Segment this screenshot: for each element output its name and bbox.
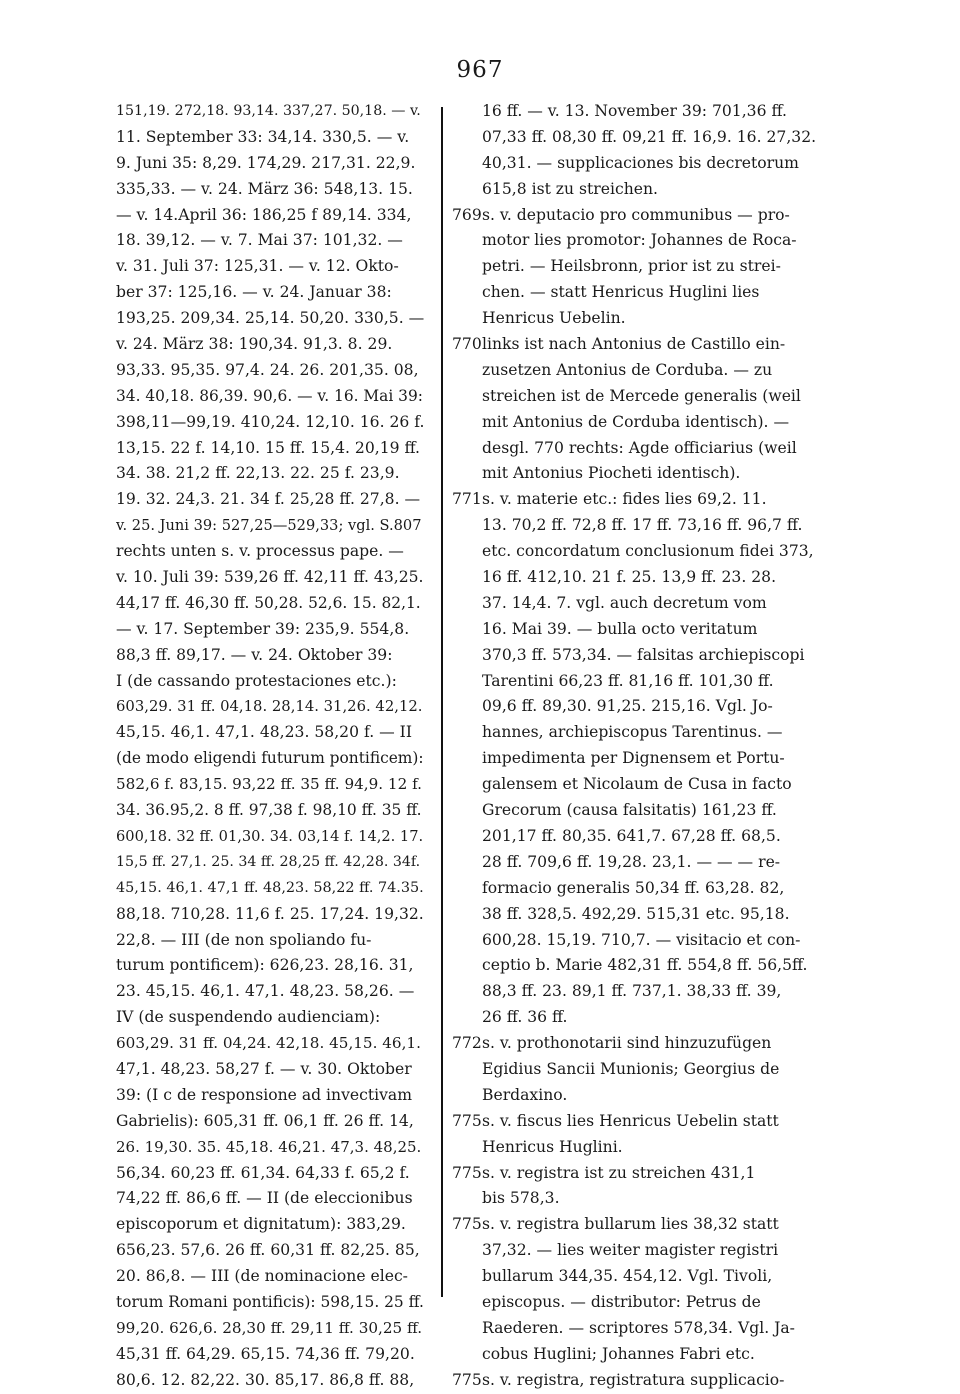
right-line-text: links ist nach Antonius de Castillo ein- xyxy=(482,335,786,354)
right-line-text: 28 ff. 709,6 ff. 19,28. 23,1. — — — re- xyxy=(482,852,781,871)
left-text-line: v. 10. Juli 39: 539,26 ff. 42,11 ff. 43,25. xyxy=(116,568,424,587)
right-text-line xyxy=(452,1083,844,1109)
right-line-text: 600,28. 15,19. 710,7. — visitacio et con- xyxy=(482,930,801,949)
right-line-text: s. v. registra bullarum lies 38,32 statt xyxy=(482,1215,779,1234)
right-line-text: 09,6 ff. 89,30. 91,25. 215,16. Vgl. Jo- xyxy=(482,697,773,716)
right-text-line xyxy=(452,1238,844,1264)
right-text-line xyxy=(452,332,844,358)
right-text-line xyxy=(452,1161,844,1187)
right-line-text: mit Antonius Piocheti identisch). xyxy=(482,464,741,483)
right-line-text: s. v. prothonotarii sind hinzuzufügen xyxy=(482,1034,772,1053)
left-text-line: (de modo eligendi futurum pontificem): xyxy=(116,749,424,768)
left-text-line: 39: (I c de responsione ad invectivam xyxy=(116,1085,412,1104)
left-text-line: turum pontificem): 626,23. 28,16. 31, xyxy=(116,956,414,975)
left-text-line: 44,17 ff. 46,30 ff. 50,28. 52,6. 15. 82,1. xyxy=(116,593,421,612)
right-line-text: 26 ff. 36 ff. xyxy=(482,1008,568,1027)
right-text-line xyxy=(452,99,844,125)
right-line-text: motor lies promotor: Johannes de Roca- xyxy=(482,231,797,250)
left-text-line: 45,15. 46,1. 47,1. 48,23. 58,20 f. — II xyxy=(116,723,412,742)
right-text-line xyxy=(452,902,844,928)
page-reference-number: 769 xyxy=(452,205,482,224)
right-line-text: s. v. materie etc.: fides lies 69,2. 11. xyxy=(482,490,767,509)
right-text-line xyxy=(452,1212,844,1238)
right-text-line xyxy=(452,1264,844,1290)
right-text-line xyxy=(452,1368,844,1394)
right-line-text: cobus Huglini; Johannes Fabri etc. xyxy=(482,1344,755,1363)
left-text-line: I (de cassando protestaciones etc.): xyxy=(116,671,397,690)
right-line-text: 37. 14,4. 7. vgl. auch decretum vom xyxy=(482,593,767,612)
left-text-line: — v. 14.April 36: 186,25 f 89,14. 334, xyxy=(116,205,412,224)
left-text-line: 47,1. 48,23. 58,27 f. — v. 30. Oktober xyxy=(116,1059,412,1078)
left-text-line: IV (de suspendendo audienciam): xyxy=(116,1008,381,1027)
right-text-line xyxy=(452,228,844,254)
right-text-line xyxy=(452,772,844,798)
right-text-line xyxy=(452,798,844,824)
right-line-text: 615,8 ist zu streichen. xyxy=(482,179,658,198)
right-text-line xyxy=(452,1290,844,1316)
left-text-line: 26. 19,30. 35. 45,18. 46,21. 47,3. 48,25. xyxy=(116,1137,422,1156)
left-text-line: 99,20. 626,6. 28,30 ff. 29,11 ff. 30,25 ff. xyxy=(116,1318,423,1337)
right-line-text: Berdaxino. xyxy=(482,1085,568,1104)
left-text-line: 335,33. — v. 24. März 36: 548,13. 15. xyxy=(116,179,413,198)
right-text-line xyxy=(452,591,844,617)
right-text-line xyxy=(452,617,844,643)
left-text-line: 18. 39,12. — v. 7. Mai 37: 101,32. — xyxy=(116,231,403,250)
right-line-text: Egidius Sancii Munionis; Georgius de xyxy=(482,1059,780,1078)
left-text-line: 19. 32. 24,3. 21. 34 f. 25,28 ff. 27,8. — xyxy=(116,490,421,509)
right-text-line xyxy=(452,1135,844,1161)
right-text-line xyxy=(452,203,844,229)
right-line-text: petri. — Heilsbronn, prior ist zu strei- xyxy=(482,257,781,276)
right-text-line xyxy=(452,254,844,280)
left-text-line: episcoporum et dignitatum): 383,29. xyxy=(116,1215,406,1234)
right-text-line xyxy=(452,410,844,436)
left-text-line: 88,3 ff. 89,17. — v. 24. Oktober 39: xyxy=(116,645,393,664)
page-reference-number: 775 xyxy=(452,1111,482,1130)
right-text-line xyxy=(452,151,844,177)
left-text-line: 603,29. 31 ff. 04,18. 28,14. 31,26. 42,12. xyxy=(116,698,423,716)
right-line-text: desgl. 770 rechts: Agde officiarius (weil xyxy=(482,438,797,457)
right-text-line xyxy=(452,461,844,487)
left-text-line: 34. 38. 21,2 ff. 22,13. 22. 25 f. 23,9. xyxy=(116,464,400,483)
right-text-line xyxy=(452,850,844,876)
right-text-line xyxy=(452,953,844,979)
right-text-line xyxy=(452,384,844,410)
left-text-line: 22,8. — III (de non spoliando fu- xyxy=(116,930,372,949)
right-text-line xyxy=(452,1342,844,1368)
right-text-line xyxy=(452,1186,844,1212)
right-line-text: 38 ff. 328,5. 492,29. 515,31 etc. 95,18. xyxy=(482,904,790,923)
right-text-line xyxy=(452,1057,844,1083)
left-text-line: 582,6 f. 83,15. 93,22 ff. 35 ff. 94,9. 12 f. xyxy=(116,775,422,794)
right-text-line xyxy=(452,513,844,539)
left-text-line: 151,19. 272,18. 93,14. 337,27. 50,18. — v. xyxy=(116,103,421,119)
left-text-line: rechts unten s. v. processus pape. — xyxy=(116,542,404,561)
left-column xyxy=(116,99,424,1394)
left-text-line: 193,25. 209,34. 25,14. 50,20. 330,5. — xyxy=(116,309,424,328)
left-text-line: v. 31. Juli 37: 125,31. — v. 12. Okto- xyxy=(116,257,399,276)
right-text-line xyxy=(452,1109,844,1135)
left-text-line: 398,11—99,19. 410,24. 12,10. 16. 26 f. xyxy=(116,412,424,431)
left-text-line: 80,6. 12. 82,22. 30. 85,17. 86,8 ff. 88, xyxy=(116,1370,415,1389)
right-line-text: Henricus Uebelin. xyxy=(482,309,626,328)
page-reference-number: 771 xyxy=(452,490,482,509)
right-line-text: s. v. deputacio pro communibus — pro- xyxy=(482,205,790,224)
right-line-text: galensem et Nicolaum de Cusa in facto xyxy=(482,775,792,794)
left-text-line: 20. 86,8. — III (de nominacione elec- xyxy=(116,1267,408,1286)
right-line-text: etc. concordatum conclusionum fidei 373, xyxy=(482,542,814,561)
left-text-line: ber 37: 125,16. — v. 24. Januar 38: xyxy=(116,283,392,302)
left-text-line: 74,22 ff. 86,6 ff. — II (de eleccionibus xyxy=(116,1189,413,1208)
right-text-line xyxy=(452,979,844,1005)
left-text-line: Gabrielis): 605,31 ff. 06,1 ff. 26 ff. 14, xyxy=(116,1111,414,1130)
right-text-line xyxy=(452,1031,844,1057)
right-text-line xyxy=(452,565,844,591)
right-text-line xyxy=(452,694,844,720)
page-number: 967 xyxy=(456,57,504,83)
left-text-line: 656,23. 57,6. 26 ff. 60,31 ff. 82,25. 85, xyxy=(116,1241,420,1260)
right-text-line xyxy=(452,177,844,203)
right-line-text: Tarentini 66,23 ff. 81,16 ff. 101,30 ff. xyxy=(482,671,774,690)
right-line-text: Raederen. — scriptores 578,34. Vgl. Ja- xyxy=(482,1318,795,1337)
right-text-line xyxy=(452,436,844,462)
right-text-line xyxy=(452,306,844,332)
right-line-text: s. v. registra ist zu streichen 431,1 xyxy=(482,1163,756,1182)
right-text-line xyxy=(452,746,844,772)
right-line-text: formacio generalis 50,34 ff. 63,28. 82, xyxy=(482,878,785,897)
left-text-line: 45,31 ff. 64,29. 65,15. 74,36 ff. 79,20. xyxy=(116,1344,415,1363)
right-text-line xyxy=(452,539,844,565)
left-text-line: v. 24. März 38: 190,34. 91,3. 8. 29. xyxy=(116,335,393,354)
left-text-line: — v. 17. September 39: 235,9. 554,8. xyxy=(116,619,410,638)
left-text-line: torum Romani pontificis): 598,15. 25 ff. xyxy=(116,1292,424,1311)
right-text-line xyxy=(452,125,844,151)
right-line-text: streichen ist de Mercede generalis (weil xyxy=(482,386,801,405)
page-reference-number: 775 xyxy=(452,1163,482,1182)
right-line-text: 07,33 ff. 08,30 ff. 09,21 ff. 16,9. 16. 27,32. xyxy=(482,127,817,146)
left-text-line: 23. 45,15. 46,1. 47,1. 48,23. 58,26. — xyxy=(116,982,415,1001)
left-text-line: 34. 40,18. 86,39. 90,6. — v. 16. Mai 39: xyxy=(116,386,423,405)
right-column xyxy=(452,99,844,1394)
right-line-text: ceptio b. Marie 482,31 ff. 554,8 ff. 56,5ff. xyxy=(482,956,808,975)
right-line-text: 13. 70,2 ff. 72,8 ff. 17 ff. 73,16 ff. 96,7 ff. xyxy=(482,516,803,535)
right-line-text: hannes, archiepiscopus Tarentinus. — xyxy=(482,723,783,742)
right-text-line xyxy=(452,928,844,954)
right-text-line xyxy=(452,720,844,746)
right-line-text: s. v. registra, registratura supplicacio- xyxy=(482,1370,785,1389)
right-line-text: Grecorum (causa falsitatis) 161,23 ff. xyxy=(482,801,777,820)
right-line-text: 16 ff. — v. 13. November 39: 701,36 ff. xyxy=(482,102,787,120)
right-line-text: 16. Mai 39. — bulla octo veritatum xyxy=(482,619,758,638)
left-text-line: 88,18. 710,28. 11,6 f. 25. 17,24. 19,32. xyxy=(116,904,424,923)
left-text-line: 11. September 33: 34,14. 330,5. — v. xyxy=(116,127,410,146)
left-text-line: 603,29. 31 ff. 04,24. 42,18. 45,15. 46,1. xyxy=(116,1034,421,1053)
right-text-line xyxy=(452,358,844,384)
right-line-text: 40,31. — supplicaciones bis decretorum xyxy=(482,153,799,172)
right-text-line xyxy=(452,1316,844,1342)
page-reference-number: 772 xyxy=(452,1034,482,1053)
right-line-text: mit Antonius de Corduba identisch). — xyxy=(482,412,790,431)
left-text-line: 600,18. 32 ff. 01,30. 34. 03,14 f. 14,2. 17. xyxy=(116,827,424,845)
page-reference-number: 775 xyxy=(452,1370,482,1389)
right-line-text: chen. — statt Henricus Huglini lies xyxy=(482,283,760,302)
left-text-line: v. 25. Juni 39: 527,25—529,33; vgl. S.807 xyxy=(116,517,422,535)
column-divider xyxy=(441,107,443,1297)
right-text-line xyxy=(452,643,844,669)
right-text-line xyxy=(452,824,844,850)
right-line-text: 370,3 ff. 573,34. — falsitas archiepiscopi xyxy=(482,645,805,664)
right-line-text: zusetzen Antonius de Corduba. — zu xyxy=(482,360,773,379)
right-text-line xyxy=(452,280,844,306)
left-text-line: 9. Juni 35: 8,29. 174,29. 217,31. 22,9. xyxy=(116,153,416,172)
left-text-line: 13,15. 22 f. 14,10. 15 ff. 15,4. 20,19 ff. xyxy=(116,438,420,457)
right-line-text: bis 578,3. xyxy=(482,1189,560,1208)
left-text-line: 93,33. 95,35. 97,4. 24. 26. 201,35. 08, xyxy=(116,360,419,379)
right-line-text: 201,17 ff. 80,35. 641,7. 67,28 ff. 68,5. xyxy=(482,826,781,845)
page-reference-number: 775 xyxy=(452,1215,482,1234)
left-text-line: 34. 36.95,2. 8 ff. 97,38 f. 98,10 ff. 35 ff. xyxy=(116,801,422,820)
right-line-text: 37,32. — lies weiter magister registri xyxy=(482,1241,779,1260)
right-line-text: s. v. fiscus lies Henricus Uebelin statt xyxy=(482,1111,779,1130)
left-text-line: 56,34. 60,23 ff. 61,34. 64,33 f. 65,2 f. xyxy=(116,1163,410,1182)
page-reference-number: 770 xyxy=(452,335,482,354)
right-text-line xyxy=(452,669,844,695)
right-text-line xyxy=(452,876,844,902)
right-line-text: 16 ff. 412,10. 21 f. 25. 13,9 ff. 23. 28. xyxy=(482,568,777,587)
right-line-text: impedimenta per Dignensem et Portu- xyxy=(482,749,785,768)
right-text-line xyxy=(452,1005,844,1031)
left-text-line: 15,5 ff. 27,1. 25. 34 ff. 28,25 ff. 42,28. 34f. xyxy=(116,853,421,870)
right-line-text: episcopus. — distributor: Petrus de xyxy=(482,1292,761,1311)
right-text-line xyxy=(452,487,844,513)
right-line-text: bullarum 344,35. 454,12. Vgl. Tivoli, xyxy=(482,1267,773,1286)
right-line-text: 88,3 ff. 23. 89,1 ff. 737,1. 38,33 ff. 39, xyxy=(482,982,782,1001)
left-text-line: 45,15. 46,1. 47,1 ff. 48,23. 58,22 ff. 74.35. xyxy=(116,879,424,896)
right-line-text: Henricus Huglini. xyxy=(482,1137,623,1156)
